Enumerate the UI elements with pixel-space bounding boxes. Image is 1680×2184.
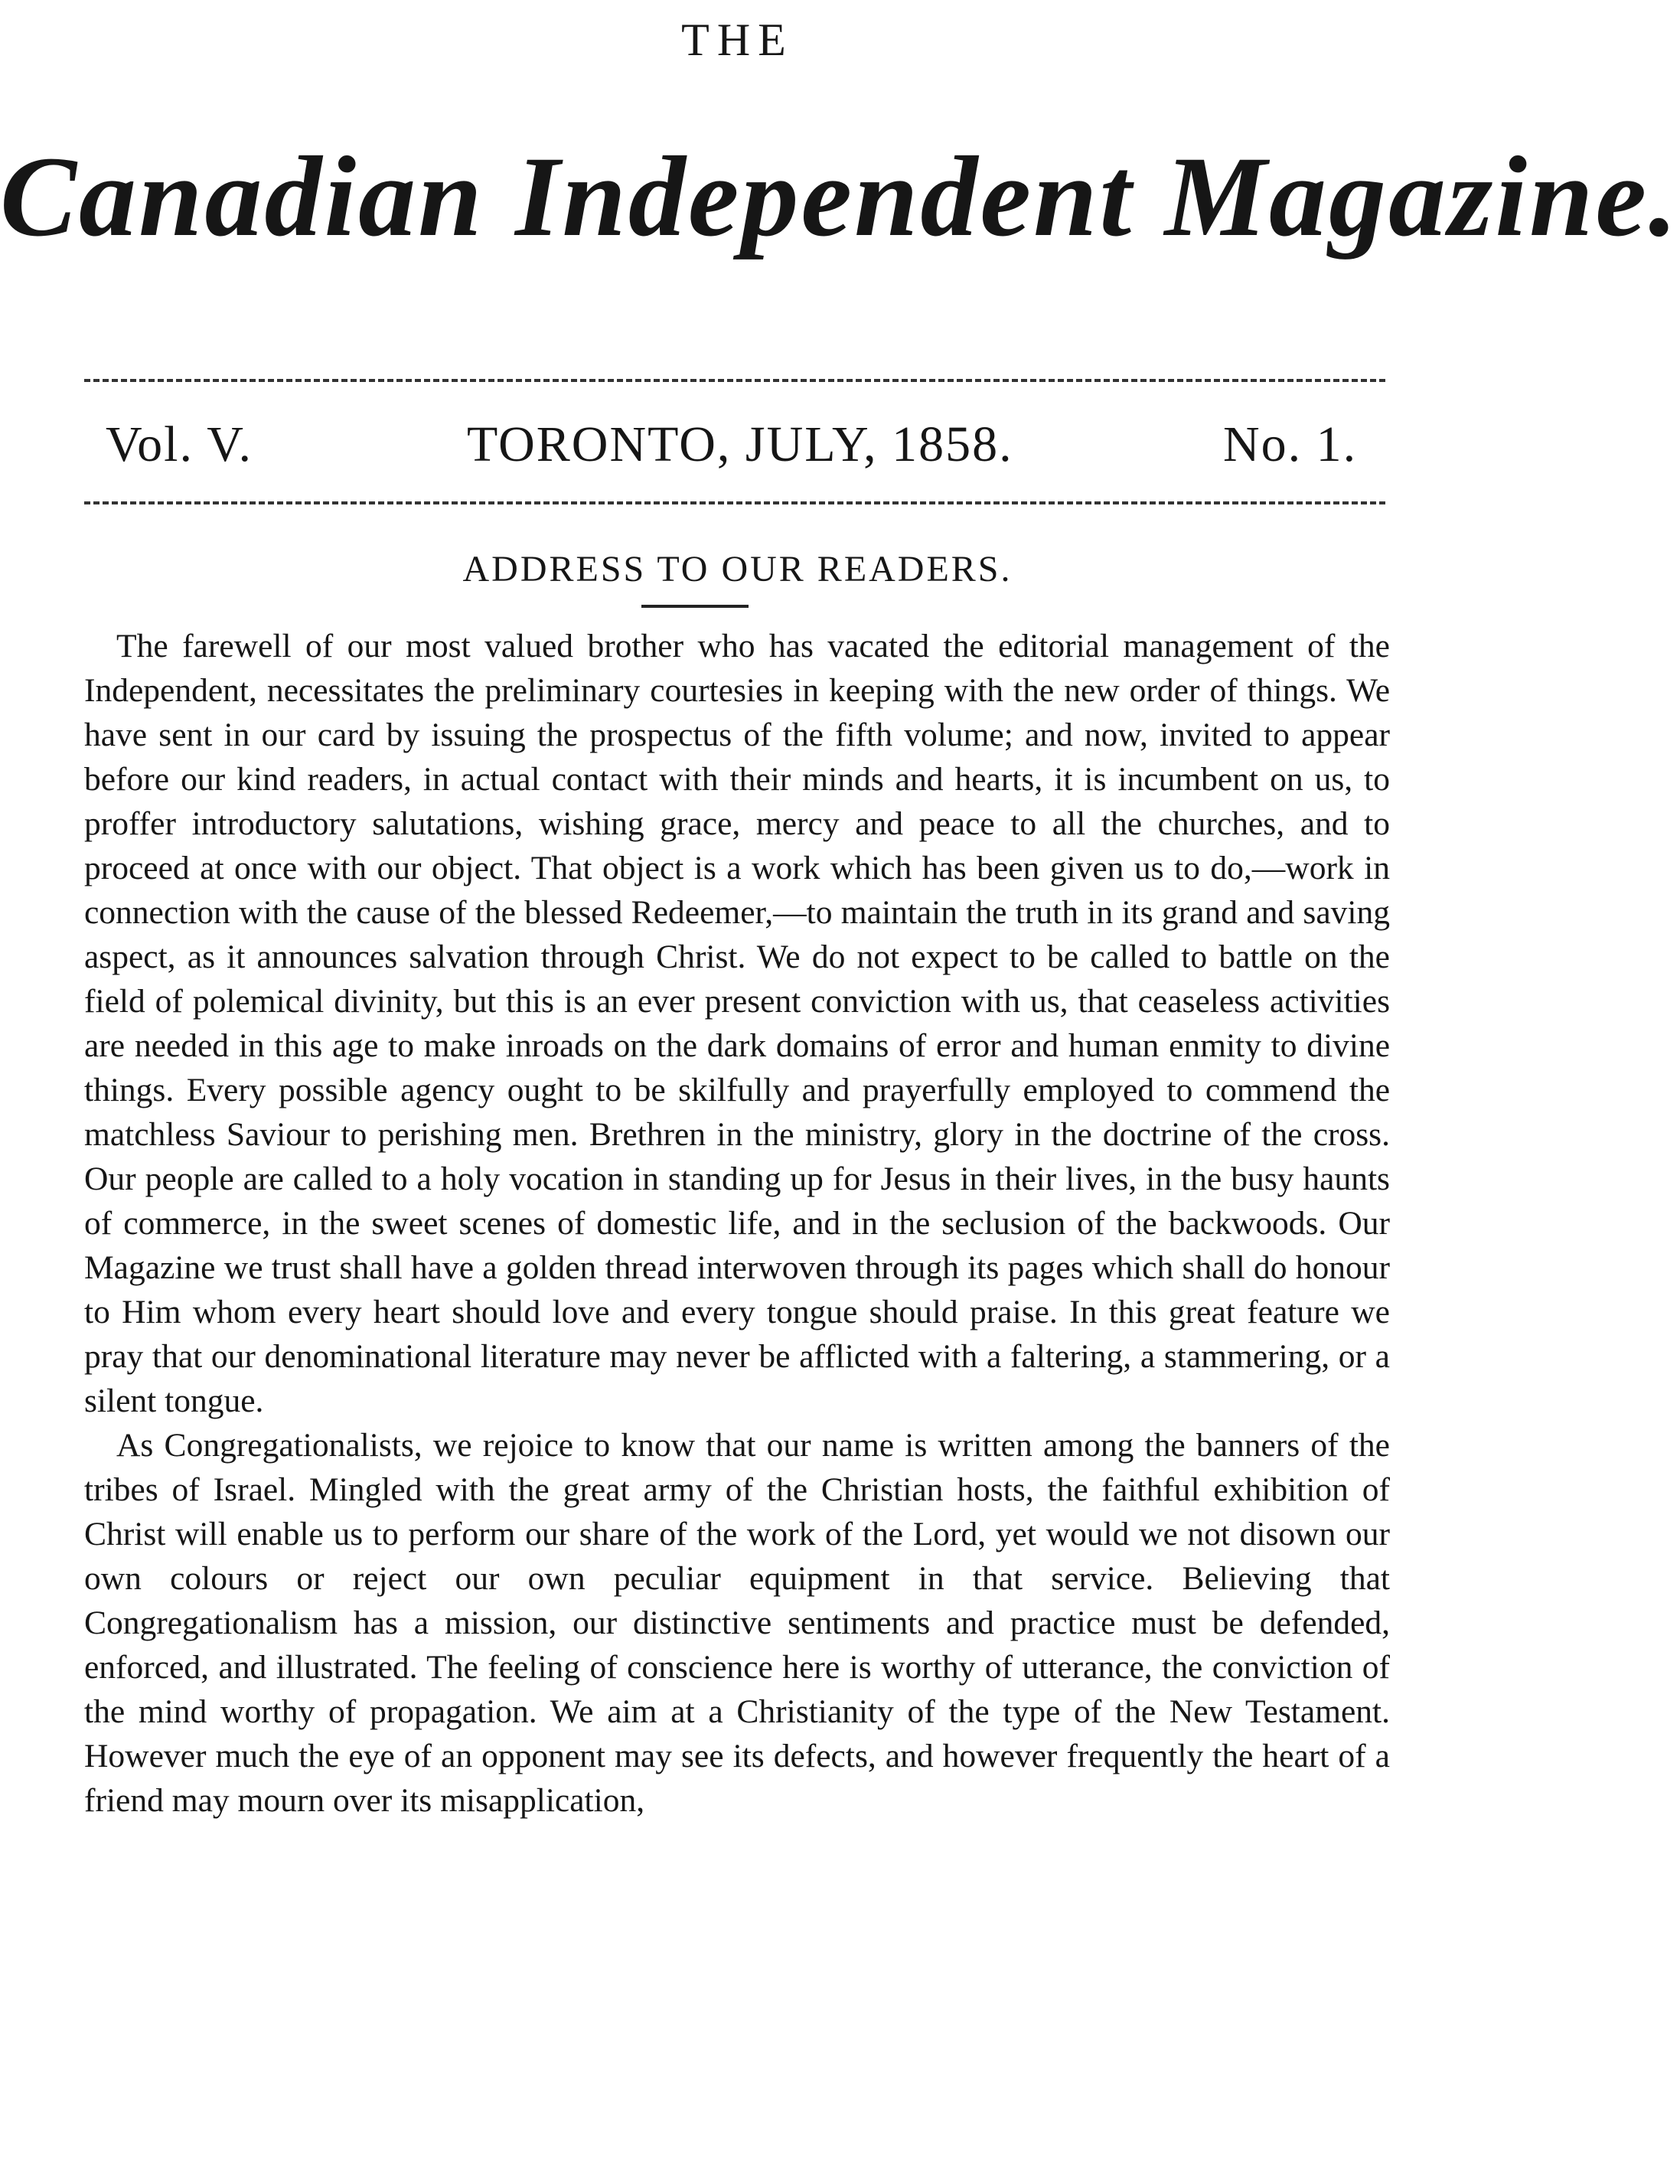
issue-number-label: No. 1. [1223,416,1358,472]
article-paragraph: The farewell of our most valued brother who has vacated the editorial management of the Independent, necessitates the preliminary courtesies in keeping with the new order of things. We have sent in our card by issuing the prospectus of the fifth volume; and now, invited to appear before our kind readers, in actual contact with their minds and hearts, it is incumbent on us, to proffer introductory salutations, wishing grace, mercy and peace to all the churches, and to proceed at once with our object. That object is a work which has been given us to do,—work in connection with the cause of the blessed Redeemer,—to maintain the truth in its grand and saving aspect, as it announces salvation through Christ. We do not expect to be called to battle on the field of polemical divinity, but this is an ever present conviction with us, that ceaseless activities are needed in this age to make inroads on the dark domains of error and human enmity to divine things. Every possible agency ought to be skilfully and prayerfully employed to commend the matchless Saviour to perishing men. Brethren in the ministry, glory in the doctrine of the cross. Our people are called to a holy vocation in standing up for Jesus in their lives, in the busy haunts of commerce, in the sweet scenes of domestic life, and in the seclusion of the backwoods. Our Magazine we trust shall have a golden thread interwoven through its pages which shall do honour to Him whom every heart should love and every tongue should praise. In this great feature we pray that our denominational literature may never be afflicted with a faltering, a stammering, or a silent tongue. [84,628,1390,1419]
volume-label: Vol. V. [106,416,253,472]
masthead-article: THE [681,15,794,65]
magazine-title: Canadian Independent Magazine. [0,133,1680,260]
city-date-label: TORONTO, JULY, 1858. [467,416,1013,472]
article-heading: ADDRESS TO OUR READERS. [462,549,1013,589]
heading-rule [641,605,749,608]
article-body [84,624,1390,1823]
article-paragraph: As Congregationalists, we rejoice to know that our name is written among the banners of the tribes of Israel. Mingled with the great army of the Christian hosts, the faithful exhibition of Christ will enable us to perform our share of the work of the Lord, yet would we not disown our own colours or reject our own peculiar equipment in that service. Believing that Congregationalism has a mission, our distinctive sentiments and practice must be defended, enforced, and illustrated. The feeling of conscience here is worthy of utterance, the conviction of the mind worthy of propagation. We aim at a Christianity of the type of the New Testament. However much the eye of an opponent may see its defects, and however frequently the heart of a friend may mourn over its misapplication, [84,1427,1390,1819]
bottom-rule [84,501,1385,504]
top-rule [84,379,1385,382]
